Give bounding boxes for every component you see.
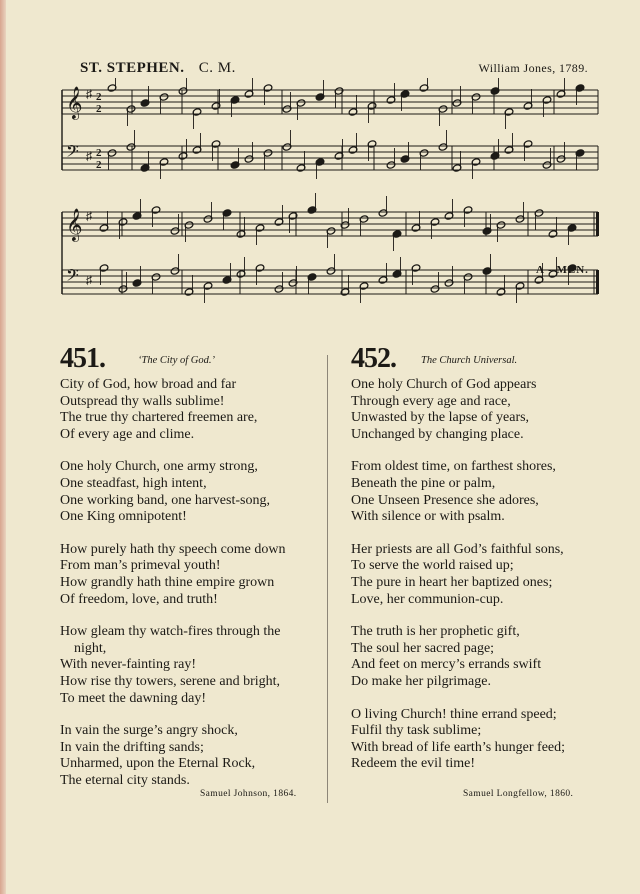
verse-line: And feet on mercy’s errands swift xyxy=(351,657,542,673)
sharp-icon: ♯ xyxy=(86,273,92,287)
verse-line: How grandly hath thine empire grown xyxy=(60,574,275,590)
verse-line: To meet the dawning day! xyxy=(60,690,206,706)
hymn-number: 452. xyxy=(351,343,396,374)
sharp-icon: ♯ xyxy=(86,149,92,163)
verse-line: With silence or with psalm. xyxy=(351,509,505,525)
verse-line: Unharmed, upon the Eternal Rock, xyxy=(60,756,256,772)
verse-line: Of every age and clime. xyxy=(60,426,195,442)
bass-clef-icon: 𝄢 xyxy=(66,265,79,289)
page-edge xyxy=(0,0,6,894)
time-signature: 2 xyxy=(96,159,102,171)
sharp-icon: ♯ xyxy=(86,209,92,223)
stanza xyxy=(60,624,330,707)
treble-clef-icon: 𝄞 xyxy=(66,208,83,241)
hymn-author: Samuel Longfellow, 1860. xyxy=(463,789,574,799)
verse-line: Her priests are all God’s faithful sons, xyxy=(351,541,564,557)
hymn-number: 451. xyxy=(60,343,105,374)
stanza xyxy=(351,459,621,525)
verse-line: Beneath the pine or palm, xyxy=(351,475,496,491)
verse-line: O living Church! thine errand speed; xyxy=(351,706,557,722)
verse-line: In vain the surge’s angry shock, xyxy=(60,723,238,739)
verse-line: Outspread thy walls sublime! xyxy=(60,393,225,409)
sharp-icon: ♯ xyxy=(86,87,92,101)
music-score xyxy=(60,78,605,328)
verse-line: Through every age and race, xyxy=(351,393,511,409)
tune-composer: William Jones, 1789. xyxy=(478,61,588,75)
amen-text: A - MEN. xyxy=(536,264,589,276)
verse-line: One steadfast, high intent, xyxy=(60,475,207,491)
time-signature: 2 xyxy=(96,147,102,159)
verse-line: In vain the drifting sands; xyxy=(60,739,204,755)
verse-line: One holy Church of God appears xyxy=(351,377,537,392)
verse-line: One holy Church, one army strong, xyxy=(60,459,258,475)
verse-line: With bread of life earth’s hunger feed; xyxy=(351,739,566,755)
stanza xyxy=(60,459,330,525)
verse-line: How purely hath thy speech come down xyxy=(60,541,286,557)
hymn-452 xyxy=(351,343,621,789)
stanza xyxy=(351,542,621,608)
verse-line: The true thy chartered freemen are, xyxy=(60,410,258,426)
verse-line: Redeem the evil time! xyxy=(351,756,476,772)
verse-line: One King omnipotent! xyxy=(60,509,187,525)
stanza xyxy=(60,723,330,789)
tune-name: ST. STEPHEN. xyxy=(80,60,185,76)
verse-line: City of God, how broad and far xyxy=(60,377,237,392)
verse-line: With never-fainting ray! xyxy=(60,657,196,673)
bass-clef-icon: 𝄢 xyxy=(66,141,79,165)
verse-line: How gleam thy watch-fires through the xyxy=(60,624,281,640)
verse-line: One working band, one harvest-song, xyxy=(60,492,270,508)
verse-line: From oldest time, on farthest shores, xyxy=(351,459,556,475)
hymn-451 xyxy=(60,343,330,805)
bar-line xyxy=(596,212,599,236)
tune-meter: C. M. xyxy=(198,60,236,76)
stanza xyxy=(60,377,330,443)
verse-line: Do make her pilgrimage. xyxy=(351,673,491,689)
verse-line: Unchanged by changing place. xyxy=(351,426,524,442)
hymn-text xyxy=(351,377,621,773)
verse-line: The truth is her prophetic gift, xyxy=(351,624,520,640)
bar-line xyxy=(596,270,599,294)
stanza xyxy=(60,542,330,608)
verse-line: Love, her communion-cup. xyxy=(351,591,504,607)
hymn-subtitle: ‘The City of God.’ xyxy=(138,355,215,366)
hymn-text xyxy=(60,377,330,789)
verse-line: The soul her sacred page; xyxy=(351,640,495,656)
verse-line: Unwasted by the lapse of years, xyxy=(351,410,530,426)
time-signature: 2 xyxy=(96,91,102,103)
hymn-author: Samuel Johnson, 1864. xyxy=(200,789,297,799)
verse-line: The eternal city stands. xyxy=(60,772,190,788)
treble-clef-icon: 𝄞 xyxy=(66,86,83,119)
time-signature: 2 xyxy=(96,103,102,115)
tune-title xyxy=(80,60,236,77)
hymn-subtitle: The Church Universal. xyxy=(421,355,518,366)
verse-line: Fulfil thy task sublime; xyxy=(351,723,482,739)
verse-line: From man’s primeval youth! xyxy=(60,558,221,574)
verse-line: To serve the world raised up; xyxy=(351,558,514,574)
stanza xyxy=(351,624,621,690)
verse-line: night, xyxy=(74,640,107,656)
verse-line: One Unseen Presence she adores, xyxy=(351,492,539,508)
verse-line: Of freedom, love, and truth! xyxy=(60,591,218,607)
stanza xyxy=(351,377,621,443)
verse-line: How rise thy towers, serene and bright, xyxy=(60,673,281,689)
verse-line: The pure in heart her baptized ones; xyxy=(351,574,553,590)
stanza xyxy=(351,707,621,773)
